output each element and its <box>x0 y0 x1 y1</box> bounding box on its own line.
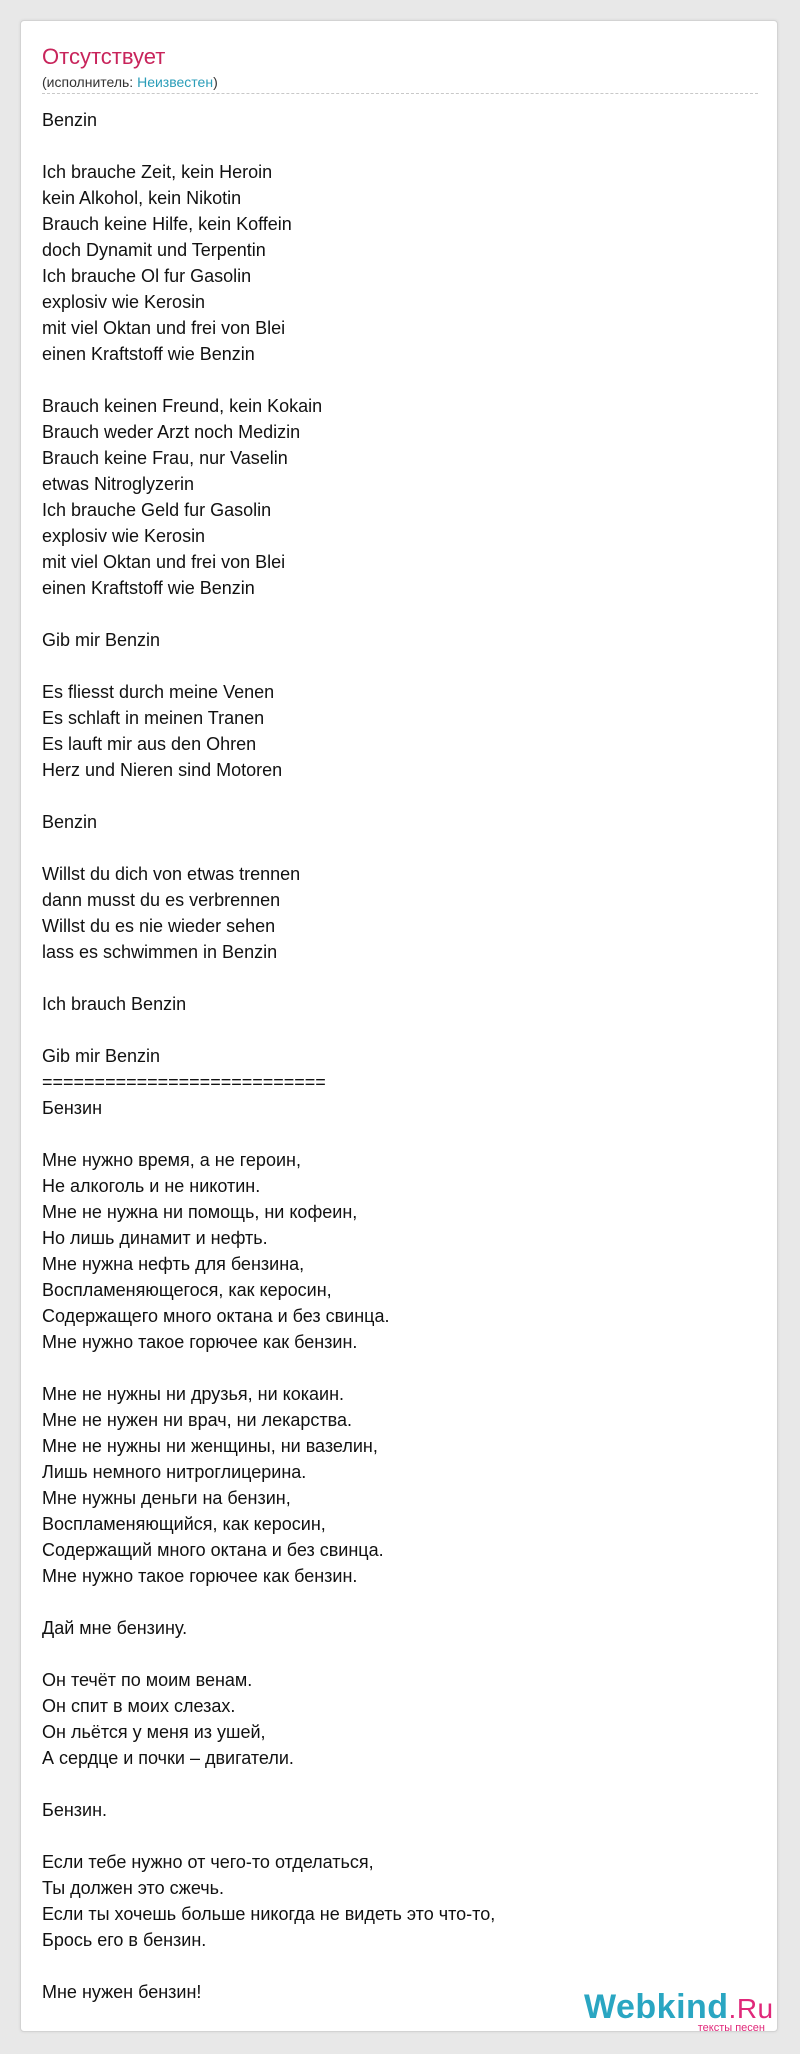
artist-line <box>42 73 218 91</box>
lyric-line <box>42 1771 758 1797</box>
lyric-line: Мне нужно такое горючее как бензин. <box>42 1332 358 1352</box>
lyric-line: Но лишь динамит и нефть. <box>42 1228 268 1248</box>
lyric-line: Brauch weder Arzt noch Medizin <box>42 422 301 442</box>
lyric-line <box>42 1017 758 1043</box>
lyric-line <box>42 367 758 393</box>
artist-prefix: (исполнитель: <box>42 74 138 90</box>
lyric-line: Бензин <box>42 1098 103 1118</box>
lyric-line <box>42 601 758 627</box>
logo-name: Webkind <box>584 1988 729 2026</box>
lyric-line: explosiv wie Kerosin <box>42 526 206 546</box>
lyric-line: Если тебе нужно от чего-то отделаться, <box>42 1852 374 1872</box>
lyric-line: Брось его в бензин. <box>42 1930 207 1950</box>
lyric-line: Лишь немного нитроглицерина. <box>42 1462 307 1482</box>
lyric-line: Benzin <box>42 110 98 130</box>
lyric-line: Brauch keine Frau, nur Vaselin <box>42 448 288 468</box>
lyric-line: einen Kraftstoff wie Benzin <box>42 344 255 364</box>
lyric-line: Воспламеняющегося, как керосин, <box>42 1280 332 1300</box>
lyric-line: Ich brauche Geld fur Gasolin <box>42 500 272 520</box>
lyric-line: Бензин. <box>42 1800 108 1820</box>
lyric-line <box>42 1823 758 1849</box>
lyric-line: Не алкоголь и не никотин. <box>42 1176 261 1196</box>
lyrics-card <box>20 20 778 2032</box>
lyric-line: Willst du es nie wieder sehen <box>42 916 276 936</box>
lyric-line: Herz und Nieren sind Motoren <box>42 760 283 780</box>
artist-suffix: ) <box>213 74 218 90</box>
lyric-line <box>42 835 758 861</box>
header-divider <box>42 93 758 94</box>
lyric-line: lass es schwimmen in Benzin <box>42 942 278 962</box>
lyric-line: Ich brauche Zeit, kein Heroin <box>42 162 273 182</box>
artist-link[interactable]: Неизвестен <box>137 74 214 90</box>
lyric-line <box>42 653 758 679</box>
lyric-line <box>42 1355 758 1381</box>
lyric-line: mit viel Oktan und frei von Blei <box>42 318 286 338</box>
lyric-line: Содержащий много октана и без свинца. <box>42 1540 384 1560</box>
lyric-line: Мне не нужны ни друзья, ни кокаин. <box>42 1384 345 1404</box>
lyric-line: Brauch keinen Freund, kein Kokain <box>42 396 323 416</box>
lyric-line <box>42 965 758 991</box>
lyric-line <box>42 1953 758 1979</box>
lyric-line: Benzin <box>42 812 98 832</box>
lyric-line: Gib mir Benzin <box>42 630 161 650</box>
lyric-line: Если ты хочешь больше никогда не видеть это что-то, <box>42 1904 496 1924</box>
lyric-line: Мне нужны деньги на бензин, <box>42 1488 291 1508</box>
lyric-line: =========================== <box>42 1072 326 1092</box>
lyric-line: А сердце и почки – двигатели. <box>42 1748 294 1768</box>
lyric-line <box>42 783 758 809</box>
lyric-line: doch Dynamit und Terpentin <box>42 240 266 260</box>
lyric-line: Gib mir Benzin <box>42 1046 161 1066</box>
lyric-line <box>42 1589 758 1615</box>
lyric-line: etwas Nitroglyzerin <box>42 474 195 494</box>
lyric-line: Мне нужна нефть для бензина, <box>42 1254 305 1274</box>
lyric-line: Мне нужно такое горючее как бензин. <box>42 1566 358 1586</box>
lyric-line: Es fliesst durch meine Venen <box>42 682 275 702</box>
lyric-line: Brauch keine Hilfe, kein Koffein <box>42 214 292 234</box>
lyric-line: Воспламеняющийся, как керосин, <box>42 1514 326 1534</box>
lyric-line: Es lauft mir aus den Ohren <box>42 734 257 754</box>
lyric-line: Мне не нужен ни врач, ни лекарства. <box>42 1410 353 1430</box>
lyric-line: Мне не нужны ни женщины, ни вазелин, <box>42 1436 378 1456</box>
lyric-line: Мне нужен бензин! <box>42 1982 202 2002</box>
lyric-line: Ты должен это сжечь. <box>42 1878 225 1898</box>
lyric-line: mit viel Oktan und frei von Blei <box>42 552 286 572</box>
webkind-logo[interactable] <box>584 1987 779 2033</box>
lyric-line: Willst du dich von etwas trennen <box>42 864 301 884</box>
lyric-line <box>42 1641 758 1667</box>
lyric-line: Содержащего много октана и без свинца. <box>42 1306 390 1326</box>
lyric-line: Дай мне бензину. <box>42 1618 188 1638</box>
lyrics-text <box>42 107 758 2005</box>
lyric-line: dann musst du es verbrennen <box>42 890 281 910</box>
lyric-line: Es schlaft in meinen Tranen <box>42 708 265 728</box>
lyric-line: Ich brauche Ol fur Gasolin <box>42 266 252 286</box>
lyric-line: Он спит в моих слезах. <box>42 1696 236 1716</box>
lyric-line <box>42 133 758 159</box>
logo-tld: .Ru <box>728 1993 774 2024</box>
lyric-line <box>42 1121 758 1147</box>
lyric-line: Он льётся у меня из ушей, <box>42 1722 266 1742</box>
lyric-line: Мне не нужна ни помощь, ни кофеин, <box>42 1202 358 1222</box>
song-title: Отсутствует <box>42 44 166 69</box>
lyric-line: kein Alkohol, kein Nikotin <box>42 188 242 208</box>
lyric-line: explosiv wie Kerosin <box>42 292 206 312</box>
logo-tagline: тексты песен <box>697 2022 765 2034</box>
lyric-line: Мне нужно время, а не героин, <box>42 1150 301 1170</box>
lyric-line: Ich brauch Benzin <box>42 994 187 1014</box>
lyric-line: Он течёт по моим венам. <box>42 1670 253 1690</box>
lyric-line: einen Kraftstoff wie Benzin <box>42 578 255 598</box>
